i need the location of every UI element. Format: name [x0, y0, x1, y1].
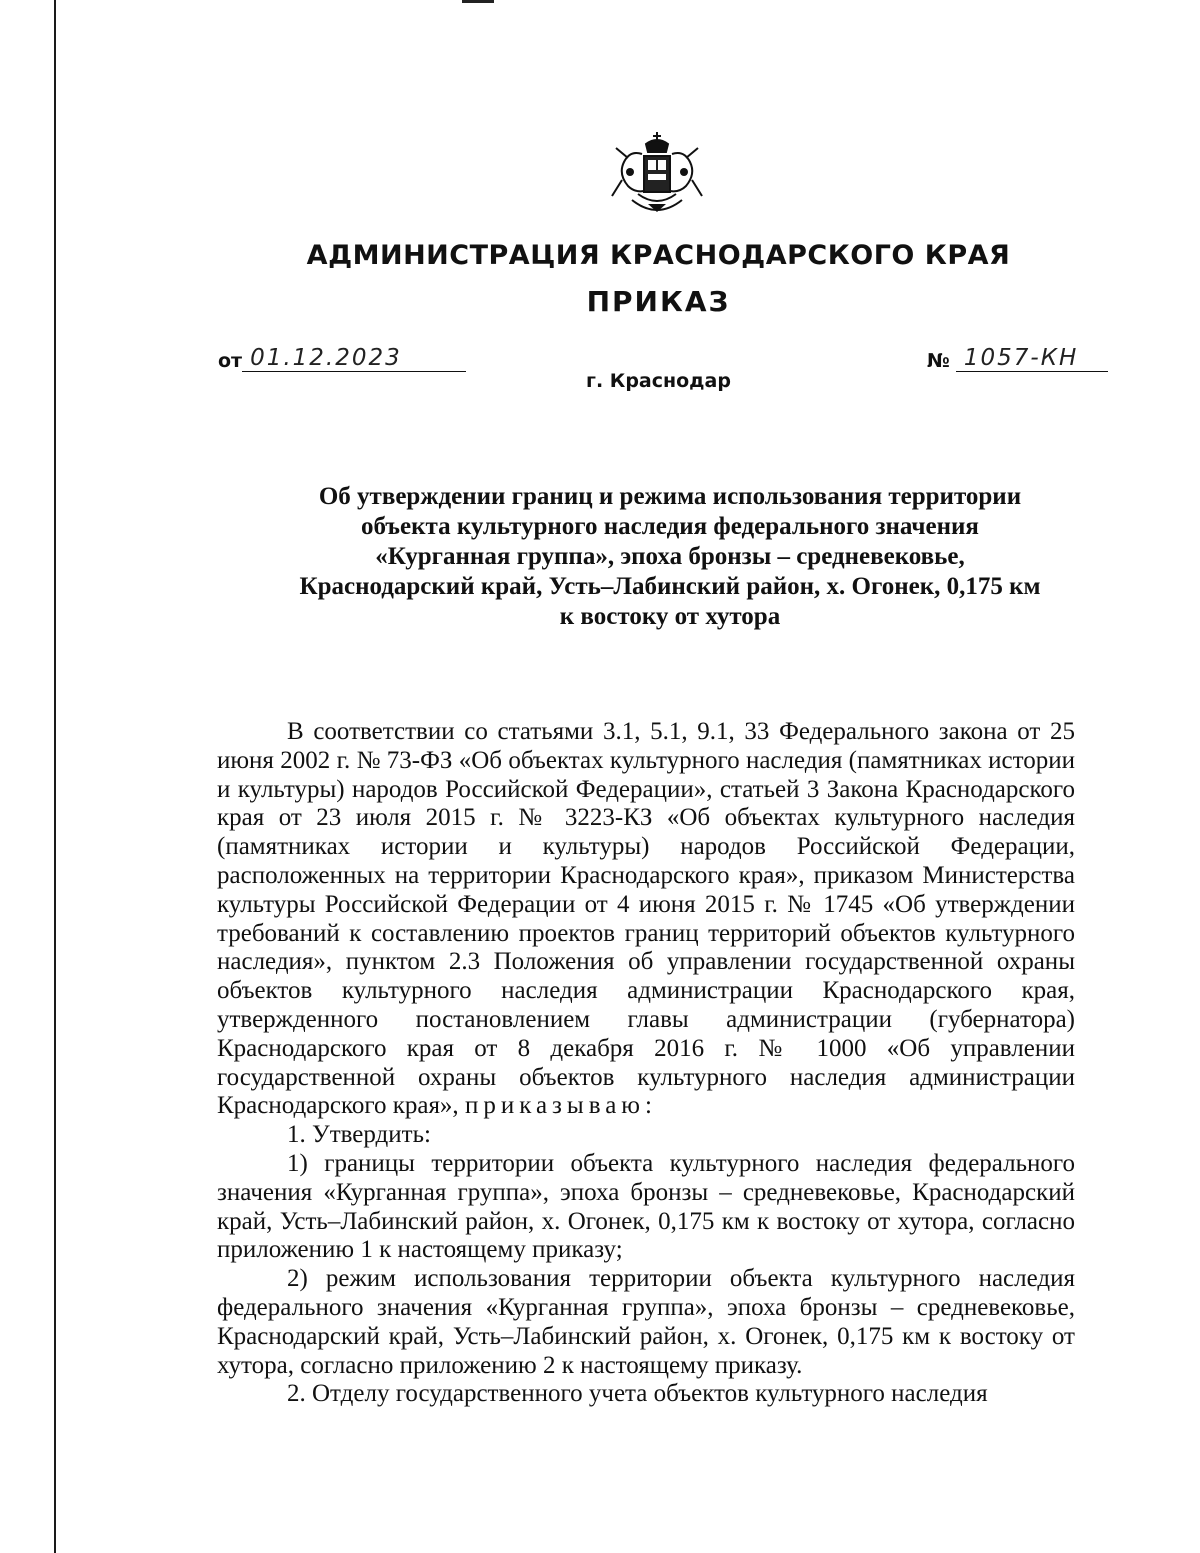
subject-line: Об утверждении границ и режима использования территории [318, 483, 1022, 510]
document-subject [220, 482, 1120, 632]
city: г. Краснодар [586, 370, 731, 392]
order-word: приказываю: [464, 1092, 657, 1120]
subject-line: к востоку от хутора [559, 603, 781, 630]
number-value: 1057-КН [956, 345, 1108, 372]
subject-line: объекта культурного наследия федерального значения [361, 513, 979, 540]
date-value: 01.12.2023 [242, 345, 466, 372]
number-prefix: № [927, 350, 950, 372]
item-1-2: 2) режим использования территории объекта культурного наследия федерального значения «Курганная группа», эпоха бронзы – средневековье, Краснодарский край, Усть–Лабинский район, х. Огонек, 0,175 км к востоку от хутора, согласно приложению 2 к настоящему приказу. [217, 1265, 1075, 1379]
item-2: 2. Отделу государственного учета объектов культурного наследия [287, 1380, 988, 1408]
scan-mark [462, 0, 494, 3]
organization-title: АДМИНИСТРАЦИЯ КРАСНОДАРСКОГО КРАЯ [306, 240, 1011, 271]
scan-edge-line [54, 0, 56, 1553]
date-prefix: от [218, 350, 243, 372]
subject-line: Краснодарский край, Усть–Лабинский район, х. Огонек, 0,175 км [299, 573, 1041, 600]
item-1: 1. Утвердить: [287, 1121, 431, 1149]
coat-of-arms-icon [608, 128, 706, 220]
preamble-paragraph [217, 718, 1075, 1121]
number-field [927, 340, 1108, 372]
date-field [218, 340, 466, 372]
document-type: ПРИКАЗ [586, 285, 731, 318]
document-body [217, 718, 1075, 1409]
preamble-text: В соответствии со статьями 3.1, 5.1, 9.1, 33 Федерального закона от 25 июня 2002 г. № 73-ФЗ «Об объектах культурного наследия (памятниках истории и культуры) народов Российской Федерации», статьей 3 Закона Краснодарского края от 23 июля 2015 г. № 3223-КЗ «Об объектах культурного наследия (памятниках истории и культуры) народов Российской Федерации, расположенных на территории Краснодарского края», приказом Министерства культуры Российской Федерации от 4 июня 2015 г. № 1745 «Об утверждении требований к составлению проектов границ территорий объектов культурного наследия», пунктом 2.3 Положения об управлении государственной охраны объектов культурного наследия администрации Краснодарского края, утвержденного постановлением главы администрации (губернатора) Краснодарского края от 8 декабря 2016 г. № 1000 «Об управлении государственной охраны объектов культурного наследия администрации Краснодарского края», [217, 718, 1075, 1120]
subject-line: «Курганная группа», эпоха бронзы – средневековье, [375, 543, 965, 570]
item-1-1: 1) границы территории объекта культурного наследия федерального значения «Курганная группа», эпоха бронзы – средневековье, Краснодарский край, Усть–Лабинский район, х. Огонек, 0,175 км к востоку от хутора, согласно приложению 1 к настоящему приказу; [217, 1149, 1075, 1264]
